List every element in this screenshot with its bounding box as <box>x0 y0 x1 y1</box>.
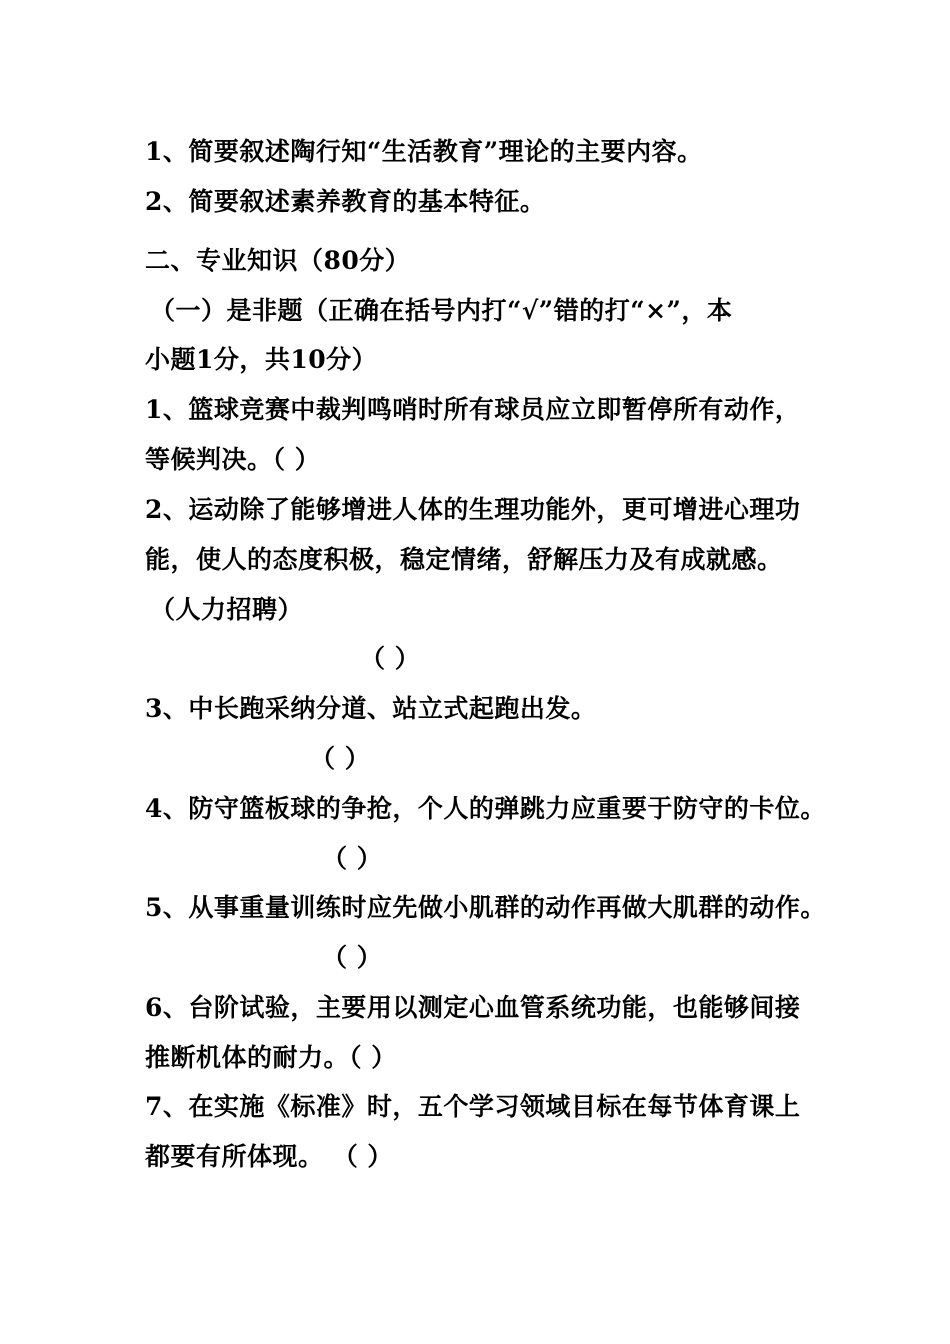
question-2-cont: 能，使人的态度积极，稳定情绪，舒解压力及有成就感。 <box>145 545 783 574</box>
question-4: 4、防守篮板球的争抢，个人的弹跳力应重要于防守的卡位。 <box>145 794 826 823</box>
question-1-cont: 等候判决。（ ） <box>145 445 321 474</box>
question-5: 5、从事重量训练时应先做小肌群的动作再做大肌群的动作。 <box>145 893 826 922</box>
answer-blank-4: （ ） <box>322 844 383 873</box>
question-1: 1、篮球竞赛中裁判鸣哨时所有球员应立即暂停所有动作， <box>145 395 801 424</box>
answer-blank-3: （ ） <box>310 744 371 773</box>
question-6: 6、台阶试验，主要用以测定心血管系统功能，也能够间接 <box>145 993 801 1022</box>
essay-question-1: 1、简要叙述陶行知“生活教育”理论的主要内容。 <box>145 137 703 166</box>
question-7: 7、在实施《标准》时，五个学习领域目标在每节体育课上 <box>145 1092 801 1121</box>
section-heading: 二、专业知识（80分） <box>145 246 411 275</box>
question-3: 3、中长跑采纳分道、站立式起跑出发。 <box>145 694 597 723</box>
answer-blank-2: （ ） <box>360 644 421 673</box>
question-2-note: （人力招聘） <box>150 595 304 624</box>
answer-blank-5: （ ） <box>322 943 383 972</box>
question-7-cont: 都要有所体现。 （ ） <box>145 1142 393 1171</box>
question-2: 2、运动除了能够增进人体的生理功能外，更可增进心理功 <box>145 495 801 524</box>
subsection-heading-cont: 小题1分，共10分） <box>145 345 378 374</box>
question-6-cont: 推断机体的耐力。（ ） <box>145 1043 397 1072</box>
essay-question-2: 2、简要叙述素养教育的基本特征。 <box>145 187 546 216</box>
subsection-heading: （一）是非题（正确在括号内打“√”错的打“×”，本 <box>150 296 733 325</box>
